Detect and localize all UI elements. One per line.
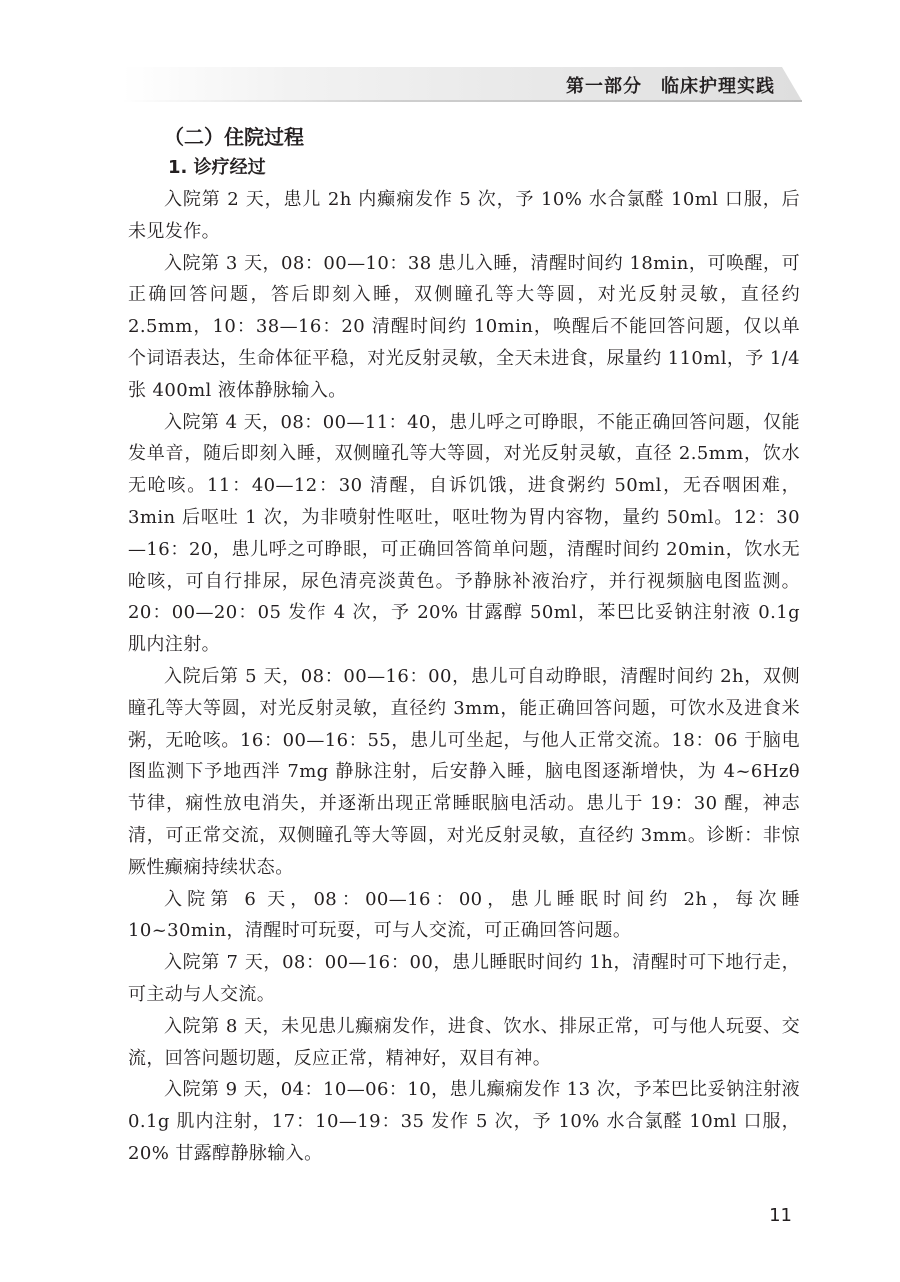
paragraph-day-4: 入院第 4 天，08：00—11：40，患儿呼之可睁眼，不能正确回答问题，仅能发单音，随后即刻入睡，双侧瞳孔等大等圆，对光反射灵敏，直径 2.5mm，饮水无呛咳。11：40—12：30 清醒，自诉饥饿，进食粥约 50ml，无吞咽困难，3min 后呕吐 1 次，为非喷射性呕吐，呕吐物为胃内容物，量约 50ml。12：30—16：20，患儿呼之可睁眼，可正确回答简单问题，清醒时间约 20min，饮水无呛咳，可自行排尿，尿色清亮淡黄色。予静脉补液治疗，并行视频脑电图监测。20：00—20：05 发作 4 次，予 20% 甘露醇 50ml，苯巴比妥钠注射液 0.1g 肌内注射。	[128, 411, 800, 656]
subsection-title: 1. 诊疗经过	[168, 157, 266, 178]
running-head-rule	[122, 100, 802, 102]
paragraph-day-3: 入院第 3 天，08：00—10：38 患儿入睡，清醒时间约 18min，可唤醒，可正确回答问题，答后即刻入睡，双侧瞳孔等大等圆，对光反射灵敏，直径约 2.5mm，10：38—16：20 清醒时间约 10min，唤醒后不能回答问题，仅以单个词语表达，生命体征平稳，对光反射灵敏，全天未进食，尿量约 110ml，予 1/4 张 400ml 液体静脉输入。	[128, 252, 800, 401]
paragraph-day-7: 入院第 7 天，08：00—16：00，患儿睡眠时间约 1h，清醒时可下地行走，可主动与人交流。	[128, 952, 800, 1005]
paragraph-day-9: 入院第 9 天，04：10—06：10，患儿癫痫发作 13 次，予苯巴比妥钠注射液 0.1g 肌内注射，17：10—19：35 发作 5 次，予 10% 水合氯醛 10ml 口服，20% 甘露醇静脉输入。	[128, 1079, 800, 1164]
page-body	[128, 122, 800, 1170]
section-title: （二）住院过程	[164, 125, 304, 149]
paragraph-day-2: 入院第 2 天，患儿 2h 内癫痫发作 5 次，予 10% 水合氯醛 10ml 口服，后未见发作。	[128, 189, 800, 242]
paragraph-day-8: 入院第 8 天，未见患儿癫痫发作，进食、饮水、排尿正常，可与他人玩耍、交流，回答问题切题，反应正常，精神好，双目有神。	[128, 1015, 800, 1069]
paragraph-day-5: 入院后第 5 天，08：00—16：00，患儿可自动睁眼，清醒时间约 2h，双侧瞳孔等大等圆，对光反射灵敏，直径约 3mm，能正确回答问题，可饮水及进食米粥，无呛咳。16：00—16：55，患儿可坐起，与他人正常交流。18：06 于脑电图监测下予地西泮 7mg 静脉注射，后安静入睡，脑电图逐渐增快，为 4~6Hzθ 节律，痫性放电消失，并逐渐出现正常睡眠脑电活动。患儿于 19：30 醒，神志清，可正常交流，双侧瞳孔等大等圆，对光反射灵敏，直径约 3mm。诊断：非惊厥性癫痫持续状态。	[128, 665, 800, 878]
paragraph-day-6: 入院第 6 天，08：00—16：00，患儿睡眠时间约 2h，每次睡 10~30min，清醒时可玩耍，可与人交流，可正确回答问题。	[128, 888, 800, 942]
page-number: 11	[769, 1205, 792, 1226]
running-head: 第一部分 临床护理实践	[566, 76, 775, 97]
